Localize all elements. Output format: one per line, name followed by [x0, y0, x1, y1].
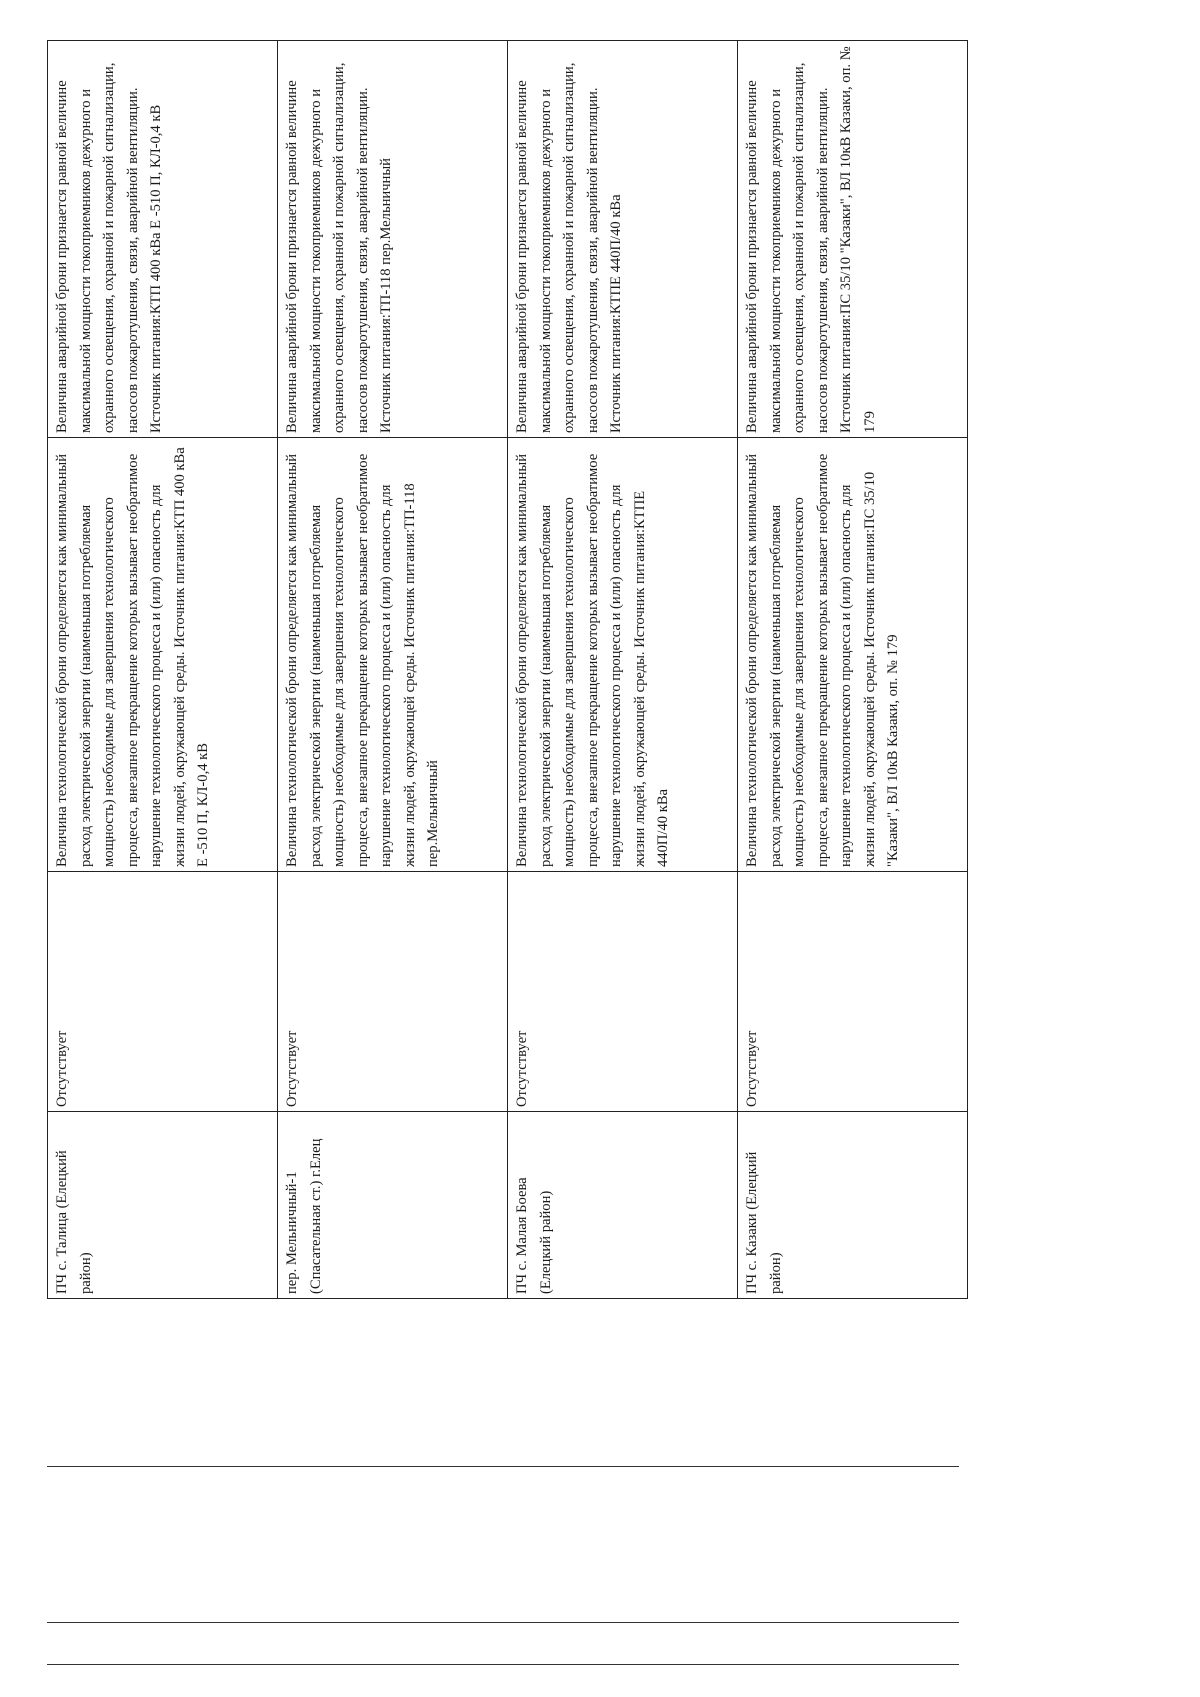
cell-requirement: Отсутствует [508, 872, 738, 1112]
horizontal-rule [47, 1664, 959, 1665]
cell-tech-reserve: Величина технологической брони определяется как минимальный расход электрической энергии (наименьшая потребляемая мощность) необходимые для завершения технологического процесса, внезапное прекращение которых вызывает необратимое нарушение технологического процесса и (или) опасность для жизни людей, окружающей среды. Источник питания:ПС 35/10 "Казаки", ВЛ 10кВ Казаки, оп. № 179 [738, 438, 968, 872]
horizontal-rule [47, 1466, 959, 1467]
cell-requirement: Отсутствует [278, 872, 508, 1112]
table-row [278, 41, 508, 1299]
cell-emergency-reserve: Величина аварийной брони признается равной величине максимальной мощности токоприемников дежурного и охранного освещения, охранной и пожарной сигнализации, насосов пожаротушения, связи, аварийной вентиляции. Источник питания:ПС 35/10 "Казаки", ВЛ 10кВ Казаки, оп. № 179 [738, 41, 968, 438]
cell-tech-reserve: Величина технологической брони определяется как минимальный расход электрической энергии (наименьшая потребляемая мощность) необходимые для завершения технологического процесса, внезапное прекращение которых вызывает необратимое нарушение технологического процесса и (или) опасность для жизни людей, окружающей среды. Источник питания:ТП-118 пер.Мельничный [278, 438, 508, 872]
cell-requirement: Отсутствует [48, 872, 278, 1112]
cell-tech-reserve: Величина технологической брони определяется как минимальный расход электрической энергии (наименьшая потребляемая мощность) необходимые для завершения технологического процесса, внезапное прекращение которых вызывает необратимое нарушение технологического процесса и (или) опасность для жизни людей, окружающей среды. Источник питания:КТП 400 кВа Е -510 П, КЛ-0,4 кВ [48, 438, 278, 872]
cell-object-name: ПЧ с. Талица (Елецкий район) [48, 1112, 278, 1299]
horizontal-rule [47, 1622, 959, 1623]
cell-object-name: ПЧ с. Малая Боева (Елецкий район) [508, 1112, 738, 1299]
power-reserve-table [47, 40, 968, 1299]
table-row [738, 41, 968, 1299]
cell-emergency-reserve: Величина аварийной брони признается равной величине максимальной мощности токоприемников дежурного и охранного освещения, охранной и пожарной сигнализации, насосов пожаротушения, связи, аварийной вентиляции. Источник питания:ТП-118 пер.Мельничный [278, 41, 508, 438]
cell-object-name: ПЧ с. Казаки (Елецкий район) [738, 1112, 968, 1299]
cell-object-name: пер. Мельничный-1 (Спасательная ст.) г.Елец [278, 1112, 508, 1299]
table-row [508, 41, 738, 1299]
cell-emergency-reserve: Величина аварийной брони признается равной величине максимальной мощности токоприемников дежурного и охранного освещения, охранной и пожарной сигнализации, насосов пожаротушения, связи, аварийной вентиляции. Источник питания:КТП 400 кВа Е -510 П, КЛ-0,4 кВ [48, 41, 278, 438]
cell-tech-reserve: Величина технологической брони определяется как минимальный расход электрической энергии (наименьшая потребляемая мощность) необходимые для завершения технологического процесса, внезапное прекращение которых вызывает необратимое нарушение технологического процесса и (или) опасность для жизни людей, окружающей среды. Источник питания:КТПЕ 440П/40 кВа [508, 438, 738, 872]
cell-requirement: Отсутствует [738, 872, 968, 1112]
table-row [48, 41, 278, 1299]
cell-emergency-reserve: Величина аварийной брони признается равной величине максимальной мощности токоприемников дежурного и охранного освещения, охранной и пожарной сигнализации, насосов пожаротушения, связи, аварийной вентиляции. Источник питания:КТПЕ 440П/40 кВа [508, 41, 738, 438]
rotated-table-wrapper [47, 41, 968, 1299]
